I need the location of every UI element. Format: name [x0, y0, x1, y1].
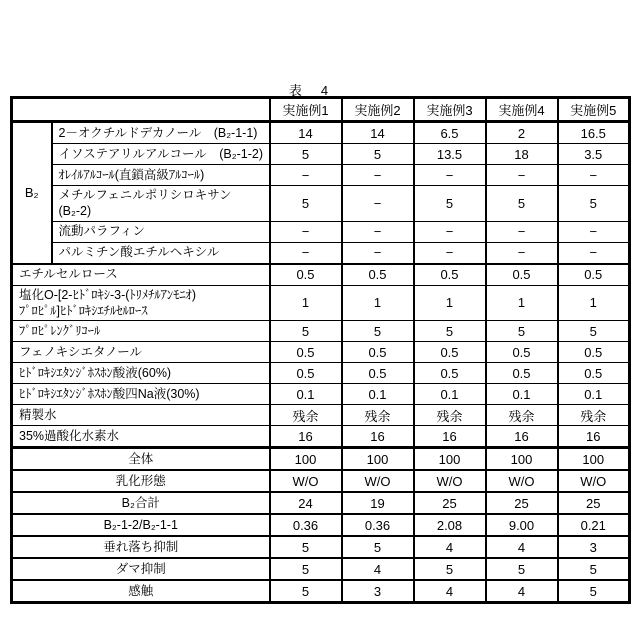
table-row: [12, 384, 630, 405]
col-header-example-5: 実施例5: [558, 98, 630, 122]
row-label: ダマ抑制: [12, 558, 270, 580]
value-cell: −: [486, 242, 558, 264]
value-cell: −: [342, 242, 414, 264]
table-row: [12, 122, 630, 144]
value-cell: 5: [342, 536, 414, 558]
value-cell: 5: [270, 144, 342, 165]
value-cell: 25: [486, 492, 558, 514]
row-label: 乳化形態: [12, 470, 270, 492]
table-row: [12, 558, 630, 580]
value-cell: 5: [342, 321, 414, 342]
col-header-example-2: 実施例2: [342, 98, 414, 122]
table-row: [12, 165, 630, 186]
col-header-example-1: 実施例1: [270, 98, 342, 122]
value-cell: 25: [414, 492, 486, 514]
row-label: ｵﾚｲﾙｱﾙｺｰﾙ(直鎖高級ｱﾙｺｰﾙ): [52, 165, 270, 186]
value-cell: 0.1: [414, 384, 486, 405]
value-cell: 100: [270, 448, 342, 471]
value-cell: W/O: [486, 470, 558, 492]
value-cell: 5: [270, 580, 342, 603]
row-label: B₂-1-2/B₂-1-1: [12, 514, 270, 536]
value-cell: 6.5: [414, 122, 486, 144]
value-cell: 5: [558, 186, 630, 222]
value-cell: 5: [558, 321, 630, 342]
value-cell: 100: [414, 448, 486, 471]
value-cell: 5: [414, 186, 486, 222]
table-row: [12, 405, 630, 426]
value-cell: 1: [342, 285, 414, 321]
value-cell: 5: [486, 321, 558, 342]
value-cell: −: [486, 221, 558, 242]
value-cell: 1: [486, 285, 558, 321]
table-header-row: [12, 98, 630, 122]
value-cell: 0.5: [486, 342, 558, 363]
row-label: 感触: [12, 580, 270, 603]
value-cell: 4: [414, 536, 486, 558]
value-cell: 13.5: [414, 144, 486, 165]
formulation-table: [10, 96, 631, 604]
table-row: [12, 514, 630, 536]
value-cell: 24: [270, 492, 342, 514]
row-label: エチルセルロース: [12, 264, 270, 286]
value-cell: 1: [558, 285, 630, 321]
value-cell: 5: [342, 144, 414, 165]
value-cell: W/O: [342, 470, 414, 492]
value-cell: −: [342, 165, 414, 186]
value-cell: 5: [558, 558, 630, 580]
value-cell: 0.1: [270, 384, 342, 405]
value-cell: 3: [558, 536, 630, 558]
value-cell: 0.5: [558, 363, 630, 384]
value-cell: 5: [558, 580, 630, 603]
value-cell: 5: [270, 558, 342, 580]
value-cell: 16: [270, 426, 342, 448]
table-row: [12, 285, 630, 321]
row-label: 35%過酸化水素水: [12, 426, 270, 448]
value-cell: 0.1: [486, 384, 558, 405]
table-row: [12, 426, 630, 448]
value-cell: −: [270, 221, 342, 242]
value-cell: 0.5: [558, 264, 630, 286]
value-cell: 0.21: [558, 514, 630, 536]
value-cell: 3.5: [558, 144, 630, 165]
table-row: [12, 448, 630, 471]
value-cell: 14: [270, 122, 342, 144]
value-cell: 25: [558, 492, 630, 514]
value-cell: 2: [486, 122, 558, 144]
corner-cell: [12, 98, 270, 122]
value-cell: 1: [270, 285, 342, 321]
row-label: 流動パラフィン: [52, 221, 270, 242]
value-cell: 0.36: [270, 514, 342, 536]
table-row: [12, 144, 630, 165]
row-label: ﾌﾟﾛﾋﾟﾚﾝｸﾞﾘｺｰﾙ: [12, 321, 270, 342]
value-cell: 0.5: [342, 264, 414, 286]
value-cell: 0.5: [486, 264, 558, 286]
value-cell: −: [558, 221, 630, 242]
row-label: B₂合計: [12, 492, 270, 514]
value-cell: 0.5: [414, 363, 486, 384]
value-cell: 0.5: [414, 342, 486, 363]
value-cell: 14: [342, 122, 414, 144]
row-label: 2－オクチルドデカノール (B₂-1-1): [52, 122, 270, 144]
row-label: フェノキシエタノール: [12, 342, 270, 363]
value-cell: 残余: [414, 405, 486, 426]
row-label: イソステアリルアルコール (B₂-1-2): [52, 144, 270, 165]
value-cell: 4: [486, 536, 558, 558]
table-row: [12, 363, 630, 384]
value-cell: 0.5: [270, 363, 342, 384]
value-cell: 100: [486, 448, 558, 471]
value-cell: 残余: [558, 405, 630, 426]
value-cell: 残余: [342, 405, 414, 426]
value-cell: 残余: [270, 405, 342, 426]
value-cell: 0.5: [414, 264, 486, 286]
row-label: ﾋﾄﾞﾛｷｼｴﾀﾝｼﾞﾎｽﾎﾝ酸四Na液(30%): [12, 384, 270, 405]
value-cell: 0.1: [342, 384, 414, 405]
value-cell: 残余: [486, 405, 558, 426]
value-cell: 4: [414, 580, 486, 603]
value-cell: 2.08: [414, 514, 486, 536]
value-cell: 5: [414, 321, 486, 342]
value-cell: W/O: [414, 470, 486, 492]
table-row: [12, 580, 630, 603]
table-row: [12, 342, 630, 363]
value-cell: 0.5: [270, 264, 342, 286]
value-cell: −: [558, 165, 630, 186]
row-label: 垂れ落ち抑制: [12, 536, 270, 558]
value-cell: 0.36: [342, 514, 414, 536]
table-row: [12, 264, 630, 286]
value-cell: 0.5: [558, 342, 630, 363]
value-cell: 5: [270, 186, 342, 222]
table-row: [12, 221, 630, 242]
col-header-example-3: 実施例3: [414, 98, 486, 122]
value-cell: 9.00: [486, 514, 558, 536]
value-cell: 5: [270, 321, 342, 342]
value-cell: −: [342, 221, 414, 242]
row-label: 全体: [12, 448, 270, 471]
value-cell: 16: [486, 426, 558, 448]
value-cell: 18: [486, 144, 558, 165]
value-cell: 5: [486, 558, 558, 580]
value-cell: 100: [342, 448, 414, 471]
value-cell: 5: [270, 536, 342, 558]
value-cell: W/O: [558, 470, 630, 492]
value-cell: −: [558, 242, 630, 264]
table-row: [12, 536, 630, 558]
value-cell: 16: [342, 426, 414, 448]
value-cell: 16: [414, 426, 486, 448]
value-cell: 0.5: [486, 363, 558, 384]
table-row: [12, 470, 630, 492]
value-cell: −: [414, 165, 486, 186]
table-title: 表 4: [288, 83, 332, 98]
value-cell: 100: [558, 448, 630, 471]
value-cell: 5: [486, 186, 558, 222]
table-row: [12, 492, 630, 514]
value-cell: 0.5: [270, 342, 342, 363]
value-cell: −: [270, 165, 342, 186]
value-cell: 5: [414, 558, 486, 580]
table-row: [12, 321, 630, 342]
row-label: 精製水: [12, 405, 270, 426]
row-label: 塩化O-[2-ﾋﾄﾞﾛｷｼ-3-(ﾄﾘﾒﾁﾙｱﾝﾓﾆｵ) ﾌﾟﾛﾋﾟﾙ]ﾋﾄﾞﾛｷｼｴﾁﾙｾﾙﾛｰｽ: [12, 285, 270, 321]
value-cell: −: [270, 242, 342, 264]
value-cell: 0.5: [342, 342, 414, 363]
value-cell: 19: [342, 492, 414, 514]
group-label-b2: B₂: [12, 122, 52, 264]
value-cell: 16: [558, 426, 630, 448]
row-label: メチルフェニルポリシロキサン (B₂-2): [52, 186, 270, 222]
value-cell: −: [342, 186, 414, 222]
row-label: パルミチン酸エチルヘキシル: [52, 242, 270, 264]
col-header-example-4: 実施例4: [486, 98, 558, 122]
value-cell: −: [414, 242, 486, 264]
value-cell: −: [486, 165, 558, 186]
value-cell: 4: [342, 558, 414, 580]
row-label: ﾋﾄﾞﾛｷｼｴﾀﾝｼﾞﾎｽﾎﾝ酸液(60%): [12, 363, 270, 384]
table-row: [12, 186, 630, 222]
value-cell: 0.1: [558, 384, 630, 405]
table-row: [12, 242, 630, 264]
value-cell: 3: [342, 580, 414, 603]
value-cell: 16.5: [558, 122, 630, 144]
value-cell: 4: [486, 580, 558, 603]
value-cell: 0.5: [342, 363, 414, 384]
value-cell: 1: [414, 285, 486, 321]
value-cell: −: [414, 221, 486, 242]
value-cell: W/O: [270, 470, 342, 492]
